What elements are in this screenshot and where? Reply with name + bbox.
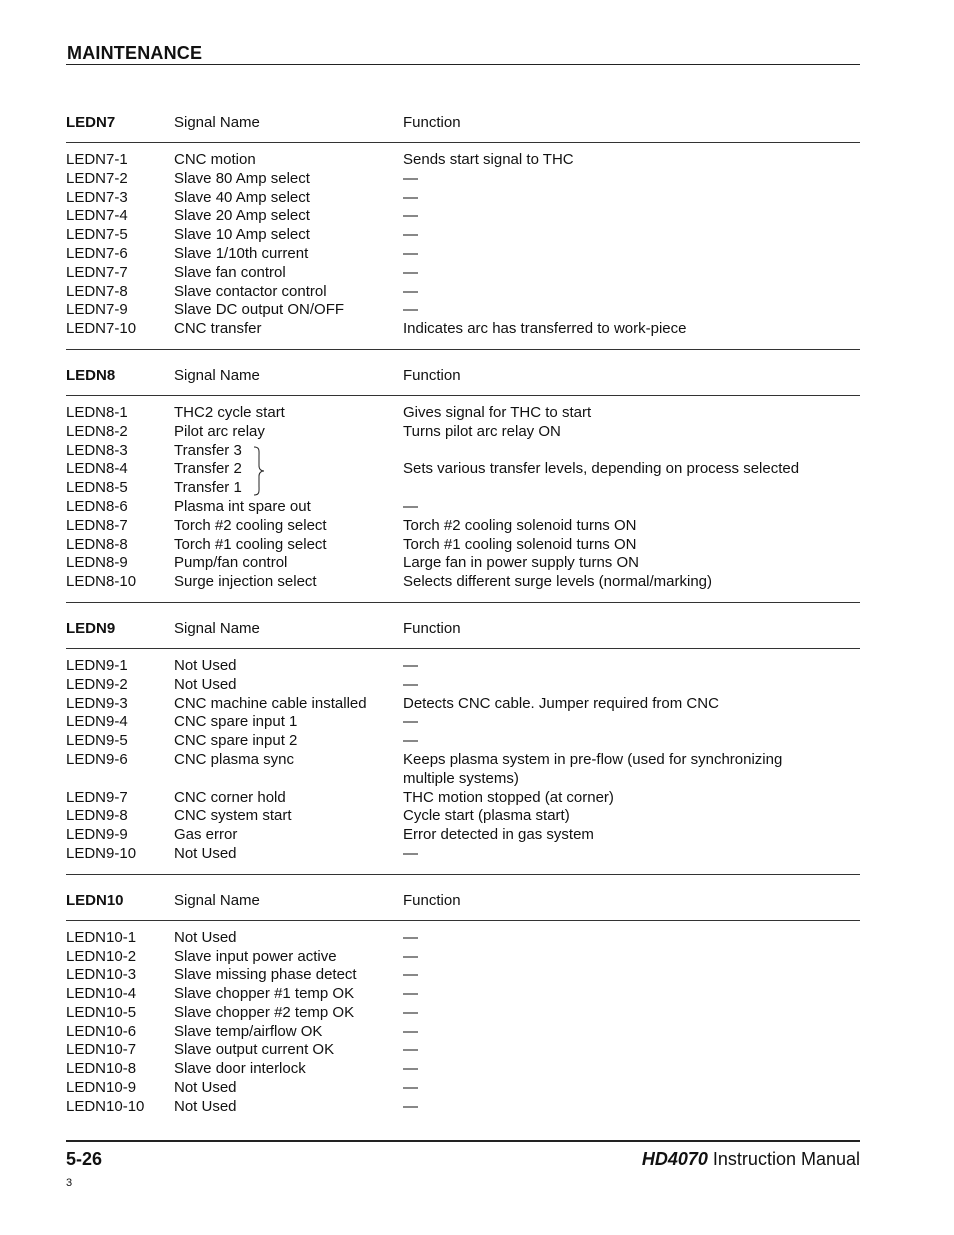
pin-label: LEDN10-6 — [66, 1022, 137, 1040]
table-row — [66, 807, 860, 826]
section-divider — [66, 349, 860, 350]
signal-name: Not Used — [174, 675, 237, 693]
signal-name-header: Signal Name — [174, 619, 260, 637]
table-row — [66, 423, 860, 442]
pin-label: LEDN7-7 — [66, 263, 128, 281]
signal-name-header: Signal Name — [174, 891, 260, 909]
pin-label: LEDN8-9 — [66, 554, 128, 572]
pin-label: LEDN7-8 — [66, 282, 128, 300]
table-row — [66, 301, 860, 320]
function-text: — — [403, 244, 418, 262]
pin-label: LEDN7-3 — [66, 188, 128, 206]
table-row — [66, 826, 860, 845]
table-row — [66, 517, 860, 536]
table-row — [66, 966, 860, 985]
function-text: — — [403, 169, 418, 187]
function-text: Torch #2 cooling solenoid turns ON — [403, 516, 637, 534]
pin-label: LEDN10-9 — [66, 1079, 137, 1097]
page-number: 5-26 — [66, 1149, 103, 1169]
table-row — [66, 929, 860, 948]
function-text: — — [403, 656, 418, 674]
table-row — [66, 554, 860, 573]
table-row — [66, 536, 860, 555]
pin-label: LEDN10-4 — [66, 985, 137, 1003]
manual-title — [642, 1149, 860, 1170]
table-row — [66, 442, 860, 461]
function-text: Large fan in power supply turns ON — [403, 554, 639, 572]
table-row — [66, 751, 860, 789]
connector-id: LEDN7 — [66, 114, 116, 131]
pin-label: LEDN7-6 — [66, 244, 128, 262]
table-row — [66, 245, 860, 264]
function-text: — — [403, 947, 418, 965]
signal-name: Gas error — [174, 826, 238, 844]
function-text: Detects CNC cable. Jumper required from CNC — [403, 694, 719, 712]
signal-name: Slave output current OK — [174, 1041, 335, 1059]
pin-label: LEDN7-4 — [66, 207, 128, 225]
pin-label: LEDN10-10 — [66, 1097, 145, 1115]
section-divider — [66, 874, 860, 875]
pin-label: LEDN7-5 — [66, 226, 128, 244]
signal-name: Not Used — [174, 844, 237, 862]
table-row — [66, 845, 860, 864]
signal-name: Not Used — [174, 1079, 237, 1097]
pin-label: LEDN8-3 — [66, 441, 128, 459]
signal-name: Slave input power active — [174, 947, 337, 965]
pin-label: LEDN10-1 — [66, 928, 137, 946]
function-header: Function — [403, 366, 461, 384]
signal-name: CNC motion — [174, 151, 256, 168]
table-row — [66, 695, 860, 714]
table-row — [66, 676, 860, 695]
function-text: — — [403, 732, 418, 750]
function-text: — — [403, 207, 418, 225]
table-row — [66, 1023, 860, 1042]
signal-name: Slave 40 Amp select — [174, 188, 310, 206]
signal-name-header: Signal Name — [174, 366, 260, 384]
pin-label: LEDN9-5 — [66, 732, 128, 750]
signal-name: Slave temp/airflow OK — [174, 1022, 323, 1040]
table-row — [66, 1004, 860, 1023]
signal-name: Slave DC output ON/OFF — [174, 301, 345, 319]
signal-name: Slave 20 Amp select — [174, 207, 310, 225]
signal-name: CNC spare input 2 — [174, 732, 298, 750]
table-row — [66, 404, 860, 423]
pin-label: LEDN9-7 — [66, 788, 128, 806]
function-text: — — [403, 675, 418, 693]
function-text: — — [403, 1079, 418, 1097]
pin-label: LEDN10-5 — [66, 1003, 137, 1021]
footer-small-number: 3 — [66, 1177, 73, 1189]
table-row — [66, 207, 860, 226]
table-row — [66, 479, 860, 498]
table-row — [66, 1060, 860, 1079]
table-row — [66, 732, 860, 751]
signal-name: Transfer 1 — [174, 479, 242, 497]
signal-name: Slave 1/10th current — [174, 244, 309, 262]
connector-id: LEDN10 — [66, 891, 124, 909]
function-text: — — [403, 1060, 418, 1078]
function-text: — — [403, 282, 418, 300]
signal-name: Transfer 2 — [174, 460, 242, 478]
section-header — [66, 891, 860, 911]
header-rule — [66, 64, 860, 65]
page-header-title: MAINTENANCE — [67, 43, 203, 63]
signal-name: Not Used — [174, 928, 237, 946]
pin-label: LEDN9-2 — [66, 675, 128, 693]
signal-name: Pump/fan control — [174, 554, 288, 572]
function-text: — — [403, 226, 418, 244]
signal-name-header: Signal Name — [174, 114, 260, 131]
section-header — [66, 366, 860, 386]
table-row — [66, 713, 860, 732]
function-text: — — [403, 1003, 418, 1021]
table-row — [66, 170, 860, 189]
pin-label: LEDN8-5 — [66, 479, 128, 497]
pin-label: LEDN10-3 — [66, 966, 137, 984]
function-text: Turns pilot arc relay ON — [403, 422, 561, 440]
section-ledn8 — [66, 366, 860, 603]
table-row — [66, 657, 860, 676]
footer-rule — [66, 1140, 860, 1142]
pin-label: LEDN9-3 — [66, 694, 128, 712]
pin-label: LEDN9-8 — [66, 807, 128, 825]
signal-name: Pilot arc relay — [174, 422, 265, 440]
pin-label: LEDN9-1 — [66, 656, 128, 674]
table-row — [66, 226, 860, 245]
section-ledn10 — [66, 891, 860, 1117]
pin-label: LEDN9-9 — [66, 826, 128, 844]
right-brace-icon — [252, 446, 266, 496]
signal-name: CNC corner hold — [174, 788, 286, 806]
signal-name: Not Used — [174, 656, 237, 674]
header-divider — [66, 142, 860, 143]
header-divider — [66, 920, 860, 921]
signal-name: CNC spare input 1 — [174, 713, 298, 731]
signal-name: Slave chopper #1 temp OK — [174, 985, 355, 1003]
signal-name: Slave contactor control — [174, 282, 327, 300]
table-row — [66, 789, 860, 808]
pin-label: LEDN9-4 — [66, 713, 128, 731]
signal-name: Torch #1 cooling select — [174, 535, 327, 553]
function-text: — — [403, 928, 418, 946]
table-row — [66, 460, 860, 479]
pin-label: LEDN8-7 — [66, 516, 128, 534]
function-text: — — [403, 966, 418, 984]
table-row — [66, 283, 860, 302]
model-name: HD4070 — [641, 1149, 708, 1169]
pin-label: LEDN8-1 — [66, 403, 128, 421]
function-text: — — [403, 497, 418, 515]
function-text: — — [403, 263, 418, 281]
connector-id: LEDN9 — [66, 619, 116, 637]
function-text: — — [403, 188, 418, 206]
pin-label: LEDN8-10 — [66, 573, 137, 591]
table-row — [66, 1041, 860, 1060]
header-divider — [66, 648, 860, 649]
table-row — [66, 320, 860, 339]
function-text: Selects different surge levels (normal/marking) — [403, 573, 713, 591]
table-row — [66, 264, 860, 283]
pin-label: LEDN8-6 — [66, 497, 128, 515]
signal-name: Torch #2 cooling select — [174, 516, 327, 534]
function-text: Error detected in gas system — [403, 826, 594, 844]
signal-name: Slave fan control — [174, 263, 286, 281]
pin-label: LEDN7-1 — [66, 151, 128, 168]
signal-name: Transfer 3 — [174, 442, 403, 461]
signal-name: CNC plasma sync — [174, 750, 295, 768]
section-ledn7 — [66, 113, 860, 350]
pin-label: LEDN8-8 — [66, 535, 128, 553]
signal-name: Slave 80 Amp select — [174, 169, 310, 187]
signal-name: THC2 cycle start — [174, 403, 285, 421]
pin-label: LEDN10-8 — [66, 1060, 137, 1078]
header-divider — [66, 395, 860, 396]
signal-name: Not Used — [174, 1097, 237, 1115]
pin-label: LEDN7-2 — [66, 169, 128, 187]
signal-name: Slave 10 Amp select — [174, 226, 310, 244]
function-text: Gives signal for THC to start — [403, 403, 592, 421]
table-row — [66, 985, 860, 1004]
connector-id: LEDN8 — [66, 366, 116, 384]
function-text: — — [403, 844, 418, 862]
signal-name: CNC machine cable installed — [174, 694, 367, 712]
function-text: — — [403, 713, 418, 731]
pin-label: LEDN10-7 — [66, 1041, 137, 1059]
function-header: Function — [403, 114, 461, 131]
function-text: — — [403, 1022, 418, 1040]
function-text: THC motion stopped (at corner) — [403, 788, 614, 806]
signal-name: CNC system start — [174, 807, 292, 825]
pin-label: LEDN7-10 — [66, 320, 137, 338]
function-text: Torch #1 cooling solenoid turns ON — [403, 535, 637, 553]
signal-name: CNC transfer — [174, 320, 262, 338]
signal-name: Slave missing phase detect — [174, 966, 357, 984]
signal-name: Slave chopper #2 temp OK — [174, 1003, 355, 1021]
signal-name: Slave door interlock — [174, 1060, 306, 1078]
pin-label: LEDN9-10 — [66, 844, 137, 862]
pin-label: LEDN8-4 — [66, 460, 128, 478]
function-text: Cycle start (plasma start) — [403, 807, 570, 825]
function-text: — — [403, 1041, 418, 1059]
function-text: Sets various transfer levels, depending on process selected — [403, 460, 800, 478]
table-row — [66, 573, 860, 592]
signal-name: Surge injection select — [174, 573, 317, 591]
function-text: Keeps plasma system in pre-flow (used for synchronizing multiple systems) — [403, 750, 783, 787]
table-row — [66, 151, 860, 170]
function-text: — — [403, 1097, 418, 1115]
function-header: Function — [403, 619, 461, 637]
signal-name: Plasma int spare out — [174, 497, 311, 515]
table-row — [66, 1079, 860, 1098]
section-header — [66, 619, 860, 639]
manual-label: Instruction Manual — [712, 1149, 860, 1169]
pin-label: LEDN9-6 — [66, 750, 128, 768]
table-row — [66, 948, 860, 967]
function-text: — — [403, 985, 418, 1003]
table-row — [66, 189, 860, 208]
section-ledn9 — [66, 619, 860, 875]
function-header: Function — [403, 891, 461, 909]
pin-label: LEDN10-2 — [66, 947, 137, 965]
section-header — [66, 113, 860, 133]
function-text: Sends start signal to THC — [403, 151, 574, 168]
function-text: — — [403, 301, 418, 319]
signal-tables — [66, 113, 860, 1117]
pin-label: LEDN7-9 — [66, 301, 128, 319]
table-row — [66, 498, 860, 517]
section-divider — [66, 602, 860, 603]
pin-label: LEDN8-2 — [66, 422, 128, 440]
table-row — [66, 1098, 860, 1117]
function-text: Indicates arc has transferred to work-piece — [403, 320, 687, 338]
